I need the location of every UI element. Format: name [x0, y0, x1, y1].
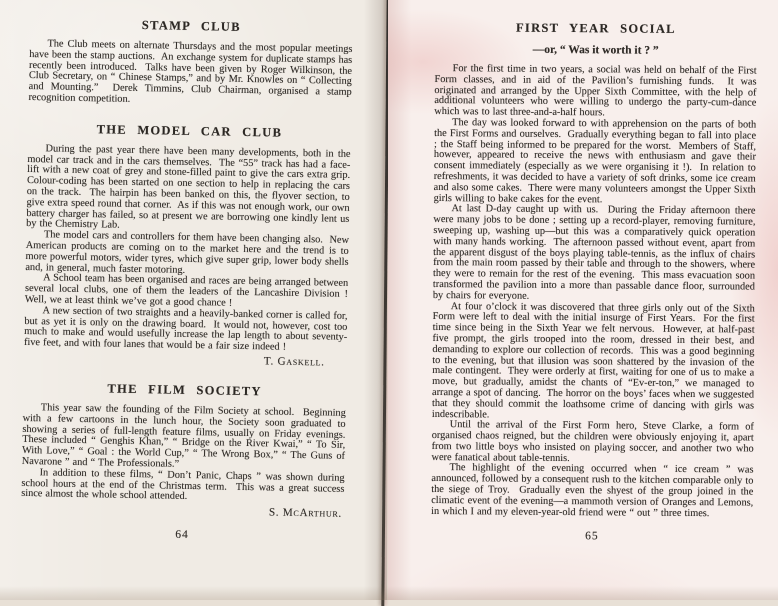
page-number-right: 65 [585, 530, 599, 543]
article-title-stamp-club: STAMP CLUB [141, 18, 241, 34]
article-paragraph: The highlight of the evening occurred when “ ice cream ” was announced, followed by a consequent rush to the kitchen comparable only to the siege of Troy. Gradually even the shyest of the group joined in the climatic event of the evening—a mammoth version of Oranges and Lemons, in which I and my eleven-year-old friend were “ out ” three times. [431, 462, 757, 519]
article-paragraph: During the past year there have been many developments, both in the model car track and in the cars themselves. The “55” track has had a face-lift with a new coat of grey and stone-filled paint to give the cars extra grip. Colour-coding has been started on one section to help in replacing the cars on the track. The hairpin has been banked on this, the flyover section, to give extra speed round that corner. As if this was not enough work, our own battery charger has failed, so at present we are borrowing one kindly lent us by the Chemistry Lab. [26, 143, 357, 232]
article-paragraph: The Club meets on alternate Thursdays and the most popular meetings have been the stamp auctions. An exchange system for duplicate stamps has recently been introduced. Talks have been given by Roger Wilkinson, the Club Secretary, on “ Chinese Stamps,” and by Mr. Knowles on “ Collecting and Mounting.” Derek Timmins, Club Chairman, organised a stamp recognition competition. [28, 38, 356, 105]
right-page [388, 0, 778, 600]
article-signature: S. McArthur. [268, 506, 343, 520]
article-paragraph: In addition to these films, “ Don’t Panic, Chaps ” was shown during school hours at the end of the Christmas term. This was a great success since almost the whole school attended. [21, 466, 348, 503]
article-paragraph: For the first time in two years, a social was held on behalf of the First Form classes, and in aid of the Pavilion’s furnishing funds. It was originated and arranged by the Upper Sixth Committee, with the help of additional volunteers who were willing to undergo the party-cum-dance which was to last three-and-a-half hours. [434, 63, 760, 119]
article-paragraph: The model cars and controllers for them have been changing also. New American products are coming on to the market here and the trend is to more powerful motors, wider tyres, which give super grip, lower body shells and, in general, much faster motoring. [25, 229, 352, 276]
article-paragraph: A new section of two straights and a heavily-banked corner is called for, but as yet it is only on the drawing board. It would not, however, cost too much to make and would usefully increase the lap length to about seventy-five feet, and with four lanes that would be a fair size indeed ! [23, 305, 351, 353]
article-signature: T. Gaskell. [263, 355, 325, 369]
article-paragraph: This year saw the founding of the Film Society at school. Beginning with a few cartoons in the lunch hour, the Society soon graduated to showing a series of full-length feature films, usually on Friday evenings. These included “ Genghis Khan,” “ Bridge on the River Kwai,” “ To Sir, With Love,” “ Goal : the World Cup,” “ The Wrong Box,” “ The Guns of Navarone ” and “ The Professionals.” [21, 402, 352, 470]
article-paragraph: The day was looked forward to with apprehension on the parts of both the First Forms and ourselves. Gradually everything began to fall into place ; the Staff being informed to be prepared for the worst. Members of Staff, however, appeared to receive the news with enthusiasm and gave their consent immediately (especially as we were organising it !). In relation to refreshments, it was decided to have a variety of soft drinks, some ice cream and also some cakes. There were many volunteers amongst the Upper Sixth girls willing to bake cakes for the event. [433, 117, 760, 205]
article-title-first-year-social: FIRST YEAR SOCIAL [515, 20, 676, 36]
page-number-left: 64 [175, 528, 189, 542]
left-page [0, 0, 387, 600]
article-title-film-society: THE FILM SOCIETY [107, 381, 262, 399]
article-title-model-car-club: THE MODEL CAR CLUB [96, 122, 283, 140]
article-subtitle: —or, “ Was it worth it ? ” [532, 43, 659, 57]
article-paragraph: Until the arrival of the First Form hero, Steve Clarke, a form of organised chaos reigned, but the children were obviously enjoying it, apart from two little boys who insisted on playing soccer, and another two who were fanatical about table-tennis. [431, 419, 757, 464]
article-paragraph: At last D-day caught up with us. During the Friday afternoon there were many jobs to be done ; setting up a record-player, removing furniture, sweeping up, washing up—but this was a comparatively quick operation with many hands working. The afternoon passed without event, apart from the apparent disgust of the boys playing table-tennis, as the influx of chairs from the main room passed by their table and through to the showers, where they were to remain for the rest of the evening. This mass evacuation soon transformed the pavilion into a more than passable dance floor, surrounded by chairs for everyone. [432, 203, 759, 302]
right-page-content [431, 20, 760, 544]
article-paragraph: A School team has been organised and races are being arranged between several local clubs, one of them the leaders of the Lancashire Division ! Well, we at least think we’ve got a good chance ! [24, 272, 355, 309]
left-page-content [20, 16, 357, 544]
article-paragraph: At four o’clock it was discovered that three girls only out of the Sixth Form were left to deal with the initial insurge of First Years. For the first time since being in the Sixth Year we felt nervous. However, at half-past five prompt, the girls trooped into the room, dressed in their best, and demanding to explore our collection of records. This was a good beginning to the evening, but that illusion was soon shattered by the invasion of the male contingent. They were orderly at first, waiting for one of us to make a move, but gradually, amidst the chants of “Ev-er-ton,” we managed to arrange a spot of dancing. The horror on the boys’ faces when we suggested that they should commit the loathsome crime of dancing with girls was indescribable. [431, 300, 758, 420]
